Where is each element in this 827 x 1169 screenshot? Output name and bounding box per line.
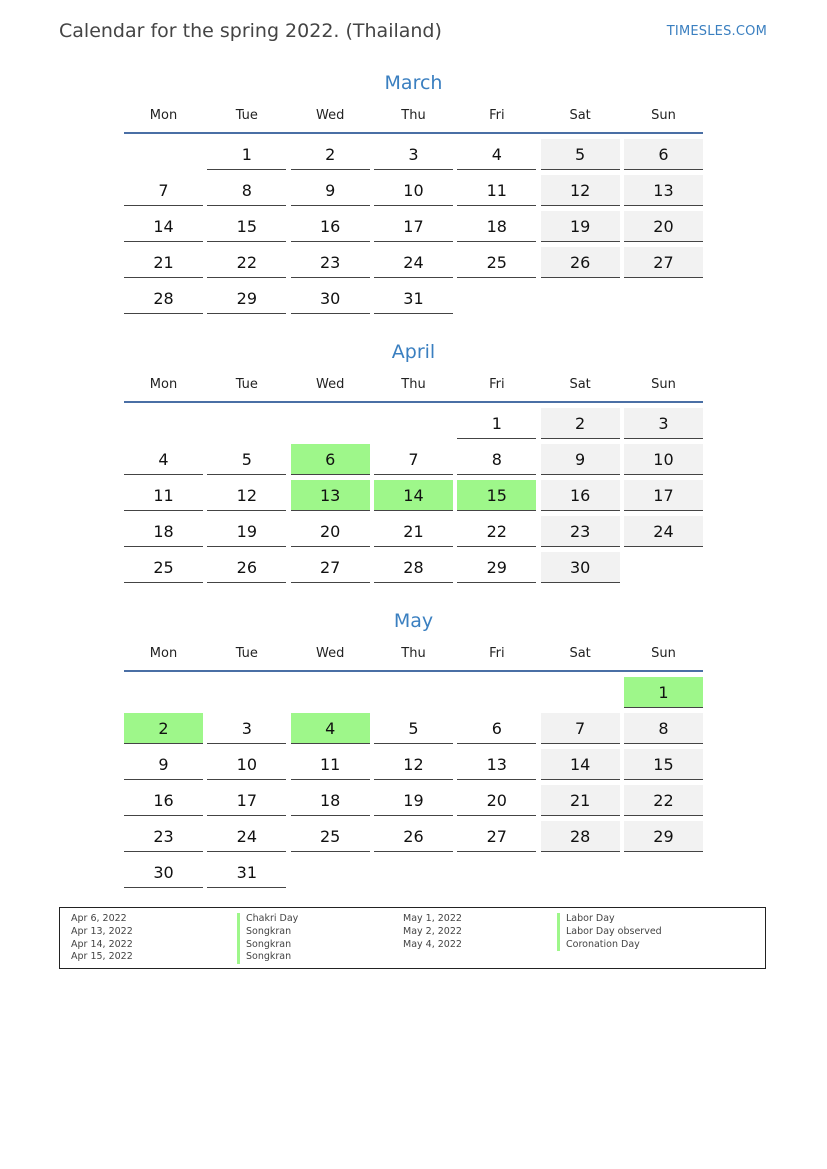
legend-left-names <box>237 913 298 964</box>
weekday-label: Fri <box>489 645 505 661</box>
weekday-label: Mon <box>149 107 178 123</box>
legend-date: May 2, 2022 <box>403 925 462 937</box>
empty-cell <box>124 408 203 439</box>
weeks-grid <box>124 677 703 889</box>
day-cell[interactable]: 9 <box>124 749 203 780</box>
weekday-label: Tue <box>235 645 258 661</box>
day-cell[interactable]: 16 <box>124 785 203 816</box>
day-cell[interactable]: 14 <box>374 480 453 511</box>
day-cell[interactable]: 6 <box>457 713 536 744</box>
weekday-label: Mon <box>149 645 178 661</box>
day-cell[interactable]: 25 <box>291 821 370 852</box>
month-april <box>124 338 703 588</box>
day-cell[interactable]: 15 <box>624 749 703 780</box>
weekday-label: Sat <box>569 645 591 661</box>
day-cell[interactable]: 20 <box>624 211 703 242</box>
day-cell[interactable]: 22 <box>624 785 703 816</box>
day-cell[interactable]: 24 <box>207 821 286 852</box>
legend-holiday-name: Chakri Day <box>237 913 298 926</box>
legend-date: Apr 6, 2022 <box>71 913 127 924</box>
day-cell[interactable]: 17 <box>624 480 703 511</box>
day-cell[interactable]: 5 <box>374 713 453 744</box>
day-cell[interactable]: 16 <box>541 480 620 511</box>
week-row <box>124 749 703 781</box>
legend-holiday-name: Songkran <box>237 951 298 964</box>
weekday-header <box>124 100 703 130</box>
weekday-label: Tue <box>235 376 258 392</box>
day-cell[interactable]: 4 <box>124 444 203 475</box>
day-cell[interactable]: 31 <box>207 857 286 888</box>
day-cell[interactable]: 14 <box>124 211 203 242</box>
empty-cell <box>124 139 203 170</box>
day-cell[interactable]: 31 <box>374 283 453 314</box>
holiday-legend <box>59 907 766 969</box>
day-cell[interactable]: 17 <box>374 211 453 242</box>
weekday-label: Fri <box>489 107 505 123</box>
day-cell[interactable]: 28 <box>124 283 203 314</box>
weekday-label: Fri <box>489 376 505 392</box>
day-cell[interactable]: 3 <box>624 408 703 439</box>
legend-date: May 1, 2022 <box>403 913 462 924</box>
day-cell[interactable]: 30 <box>291 283 370 314</box>
day-cell[interactable]: 6 <box>291 444 370 475</box>
day-cell[interactable]: 1 <box>624 677 703 708</box>
weekday-label: Sun <box>651 376 676 392</box>
week-row <box>124 480 703 512</box>
day-cell[interactable]: 11 <box>124 480 203 511</box>
day-cell[interactable]: 12 <box>541 175 620 206</box>
week-row <box>124 139 703 171</box>
weekday-header <box>124 369 703 399</box>
day-cell[interactable]: 5 <box>207 444 286 475</box>
day-cell[interactable]: 18 <box>291 785 370 816</box>
day-cell[interactable]: 1 <box>207 139 286 170</box>
legend-holiday-name: Songkran <box>237 939 298 952</box>
month-title: April <box>391 341 436 363</box>
day-cell[interactable]: 13 <box>624 175 703 206</box>
legend-date: Apr 13, 2022 <box>71 925 133 937</box>
day-cell[interactable]: 2 <box>291 139 370 170</box>
header-divider <box>124 132 703 134</box>
day-cell[interactable]: 28 <box>374 552 453 583</box>
day-cell[interactable]: 6 <box>624 139 703 170</box>
empty-cell <box>374 677 453 708</box>
weekday-label: Sun <box>651 645 676 661</box>
empty-cell <box>124 677 203 708</box>
legend-holiday-name: Coronation Day <box>557 939 662 952</box>
day-cell[interactable]: 29 <box>207 283 286 314</box>
weekday-label: Thu <box>401 107 426 123</box>
day-cell[interactable]: 27 <box>624 247 703 278</box>
day-cell[interactable]: 15 <box>457 480 536 511</box>
week-row <box>124 713 703 745</box>
day-cell[interactable]: 23 <box>541 516 620 547</box>
day-cell[interactable]: 8 <box>624 713 703 744</box>
day-cell[interactable]: 15 <box>207 211 286 242</box>
day-cell[interactable]: 10 <box>374 175 453 206</box>
day-cell[interactable]: 19 <box>374 785 453 816</box>
weekday-label: Wed <box>315 107 345 123</box>
weekday-label: Wed <box>315 376 345 392</box>
empty-cell <box>624 283 703 314</box>
week-row <box>124 283 703 315</box>
day-cell[interactable]: 2 <box>124 713 203 744</box>
empty-cell <box>541 283 620 314</box>
empty-cell <box>291 857 370 888</box>
day-cell[interactable]: 3 <box>374 139 453 170</box>
day-cell[interactable]: 5 <box>541 139 620 170</box>
day-cell[interactable]: 11 <box>457 175 536 206</box>
week-row <box>124 552 703 584</box>
legend-holiday-name: Labor Day observed <box>557 926 662 939</box>
legend-date: Apr 15, 2022 <box>71 951 133 963</box>
day-cell[interactable]: 14 <box>541 749 620 780</box>
day-cell[interactable]: 13 <box>457 749 536 780</box>
header-divider <box>124 670 703 672</box>
day-cell[interactable]: 29 <box>624 821 703 852</box>
week-row <box>124 677 703 709</box>
day-cell[interactable]: 7 <box>374 444 453 475</box>
week-row <box>124 408 703 440</box>
empty-cell <box>457 283 536 314</box>
day-cell[interactable]: 4 <box>291 713 370 744</box>
header-divider <box>124 401 703 403</box>
day-cell[interactable]: 24 <box>374 247 453 278</box>
week-row <box>124 211 703 243</box>
weekday-label: Sat <box>569 376 591 392</box>
day-cell[interactable]: 1 <box>457 408 536 439</box>
week-row <box>124 821 703 853</box>
day-cell[interactable]: 7 <box>541 713 620 744</box>
brand-link[interactable]: TIMESLES.COM <box>666 24 767 39</box>
weekday-label: Sun <box>651 107 676 123</box>
weekday-label: Mon <box>149 376 178 392</box>
weekday-label: Thu <box>401 376 426 392</box>
weekday-header <box>124 638 703 668</box>
day-cell[interactable]: 16 <box>291 211 370 242</box>
empty-cell <box>207 408 286 439</box>
day-cell[interactable]: 12 <box>374 749 453 780</box>
empty-cell <box>624 857 703 888</box>
legend-date: May 4, 2022 <box>403 938 462 950</box>
week-row <box>124 444 703 476</box>
day-cell[interactable]: 19 <box>207 516 286 547</box>
empty-cell <box>207 677 286 708</box>
day-cell[interactable]: 25 <box>457 247 536 278</box>
day-cell[interactable]: 26 <box>374 821 453 852</box>
day-cell[interactable]: 4 <box>457 139 536 170</box>
week-row <box>124 175 703 207</box>
month-title: May <box>393 610 434 632</box>
empty-cell <box>624 552 703 583</box>
day-cell[interactable]: 8 <box>207 175 286 206</box>
month-title: March <box>384 72 443 94</box>
weekday-label: Sat <box>569 107 591 123</box>
day-cell[interactable]: 21 <box>374 516 453 547</box>
page-title: Calendar for the spring 2022. (Thailand) <box>59 20 442 42</box>
day-cell[interactable]: 20 <box>291 516 370 547</box>
empty-cell <box>291 408 370 439</box>
week-row <box>124 247 703 279</box>
weekday-label: Wed <box>315 645 345 661</box>
day-cell[interactable]: 22 <box>457 516 536 547</box>
day-cell[interactable]: 19 <box>541 211 620 242</box>
week-row <box>124 785 703 817</box>
month-may <box>124 607 703 893</box>
day-cell[interactable]: 27 <box>457 821 536 852</box>
day-cell[interactable]: 12 <box>207 480 286 511</box>
day-cell[interactable]: 13 <box>291 480 370 511</box>
day-cell[interactable]: 10 <box>624 444 703 475</box>
weeks-grid <box>124 408 703 584</box>
legend-right-names <box>557 913 662 951</box>
day-cell[interactable]: 7 <box>124 175 203 206</box>
day-cell[interactable]: 23 <box>291 247 370 278</box>
day-cell[interactable]: 18 <box>124 516 203 547</box>
day-cell[interactable]: 21 <box>541 785 620 816</box>
day-cell[interactable]: 18 <box>457 211 536 242</box>
day-cell[interactable]: 28 <box>541 821 620 852</box>
legend-date: Apr 14, 2022 <box>71 938 133 950</box>
empty-cell <box>541 857 620 888</box>
weekday-label: Tue <box>235 107 258 123</box>
empty-cell <box>291 677 370 708</box>
legend-left-dates <box>71 913 133 964</box>
day-cell[interactable]: 10 <box>207 749 286 780</box>
day-cell[interactable]: 17 <box>207 785 286 816</box>
day-cell[interactable]: 27 <box>291 552 370 583</box>
day-cell[interactable]: 29 <box>457 552 536 583</box>
legend-right-dates <box>403 913 462 951</box>
day-cell[interactable]: 23 <box>124 821 203 852</box>
day-cell[interactable]: 26 <box>207 552 286 583</box>
day-cell[interactable]: 9 <box>291 175 370 206</box>
legend-holiday-name: Labor Day <box>557 913 662 926</box>
day-cell[interactable]: 30 <box>541 552 620 583</box>
empty-cell <box>457 677 536 708</box>
empty-cell <box>374 857 453 888</box>
day-cell[interactable]: 26 <box>541 247 620 278</box>
empty-cell <box>457 857 536 888</box>
weekday-label: Thu <box>401 645 426 661</box>
day-cell[interactable]: 3 <box>207 713 286 744</box>
empty-cell <box>374 408 453 439</box>
legend-holiday-name: Songkran <box>237 926 298 939</box>
day-cell[interactable]: 21 <box>124 247 203 278</box>
week-row <box>124 516 703 548</box>
day-cell[interactable]: 2 <box>541 408 620 439</box>
day-cell[interactable]: 25 <box>124 552 203 583</box>
week-row <box>124 857 703 889</box>
empty-cell <box>541 677 620 708</box>
day-cell[interactable]: 24 <box>624 516 703 547</box>
weeks-grid <box>124 139 703 315</box>
day-cell[interactable]: 22 <box>207 247 286 278</box>
day-cell[interactable]: 30 <box>124 857 203 888</box>
day-cell[interactable]: 9 <box>541 444 620 475</box>
day-cell[interactable]: 20 <box>457 785 536 816</box>
day-cell[interactable]: 8 <box>457 444 536 475</box>
month-march <box>124 69 703 319</box>
day-cell[interactable]: 11 <box>291 749 370 780</box>
